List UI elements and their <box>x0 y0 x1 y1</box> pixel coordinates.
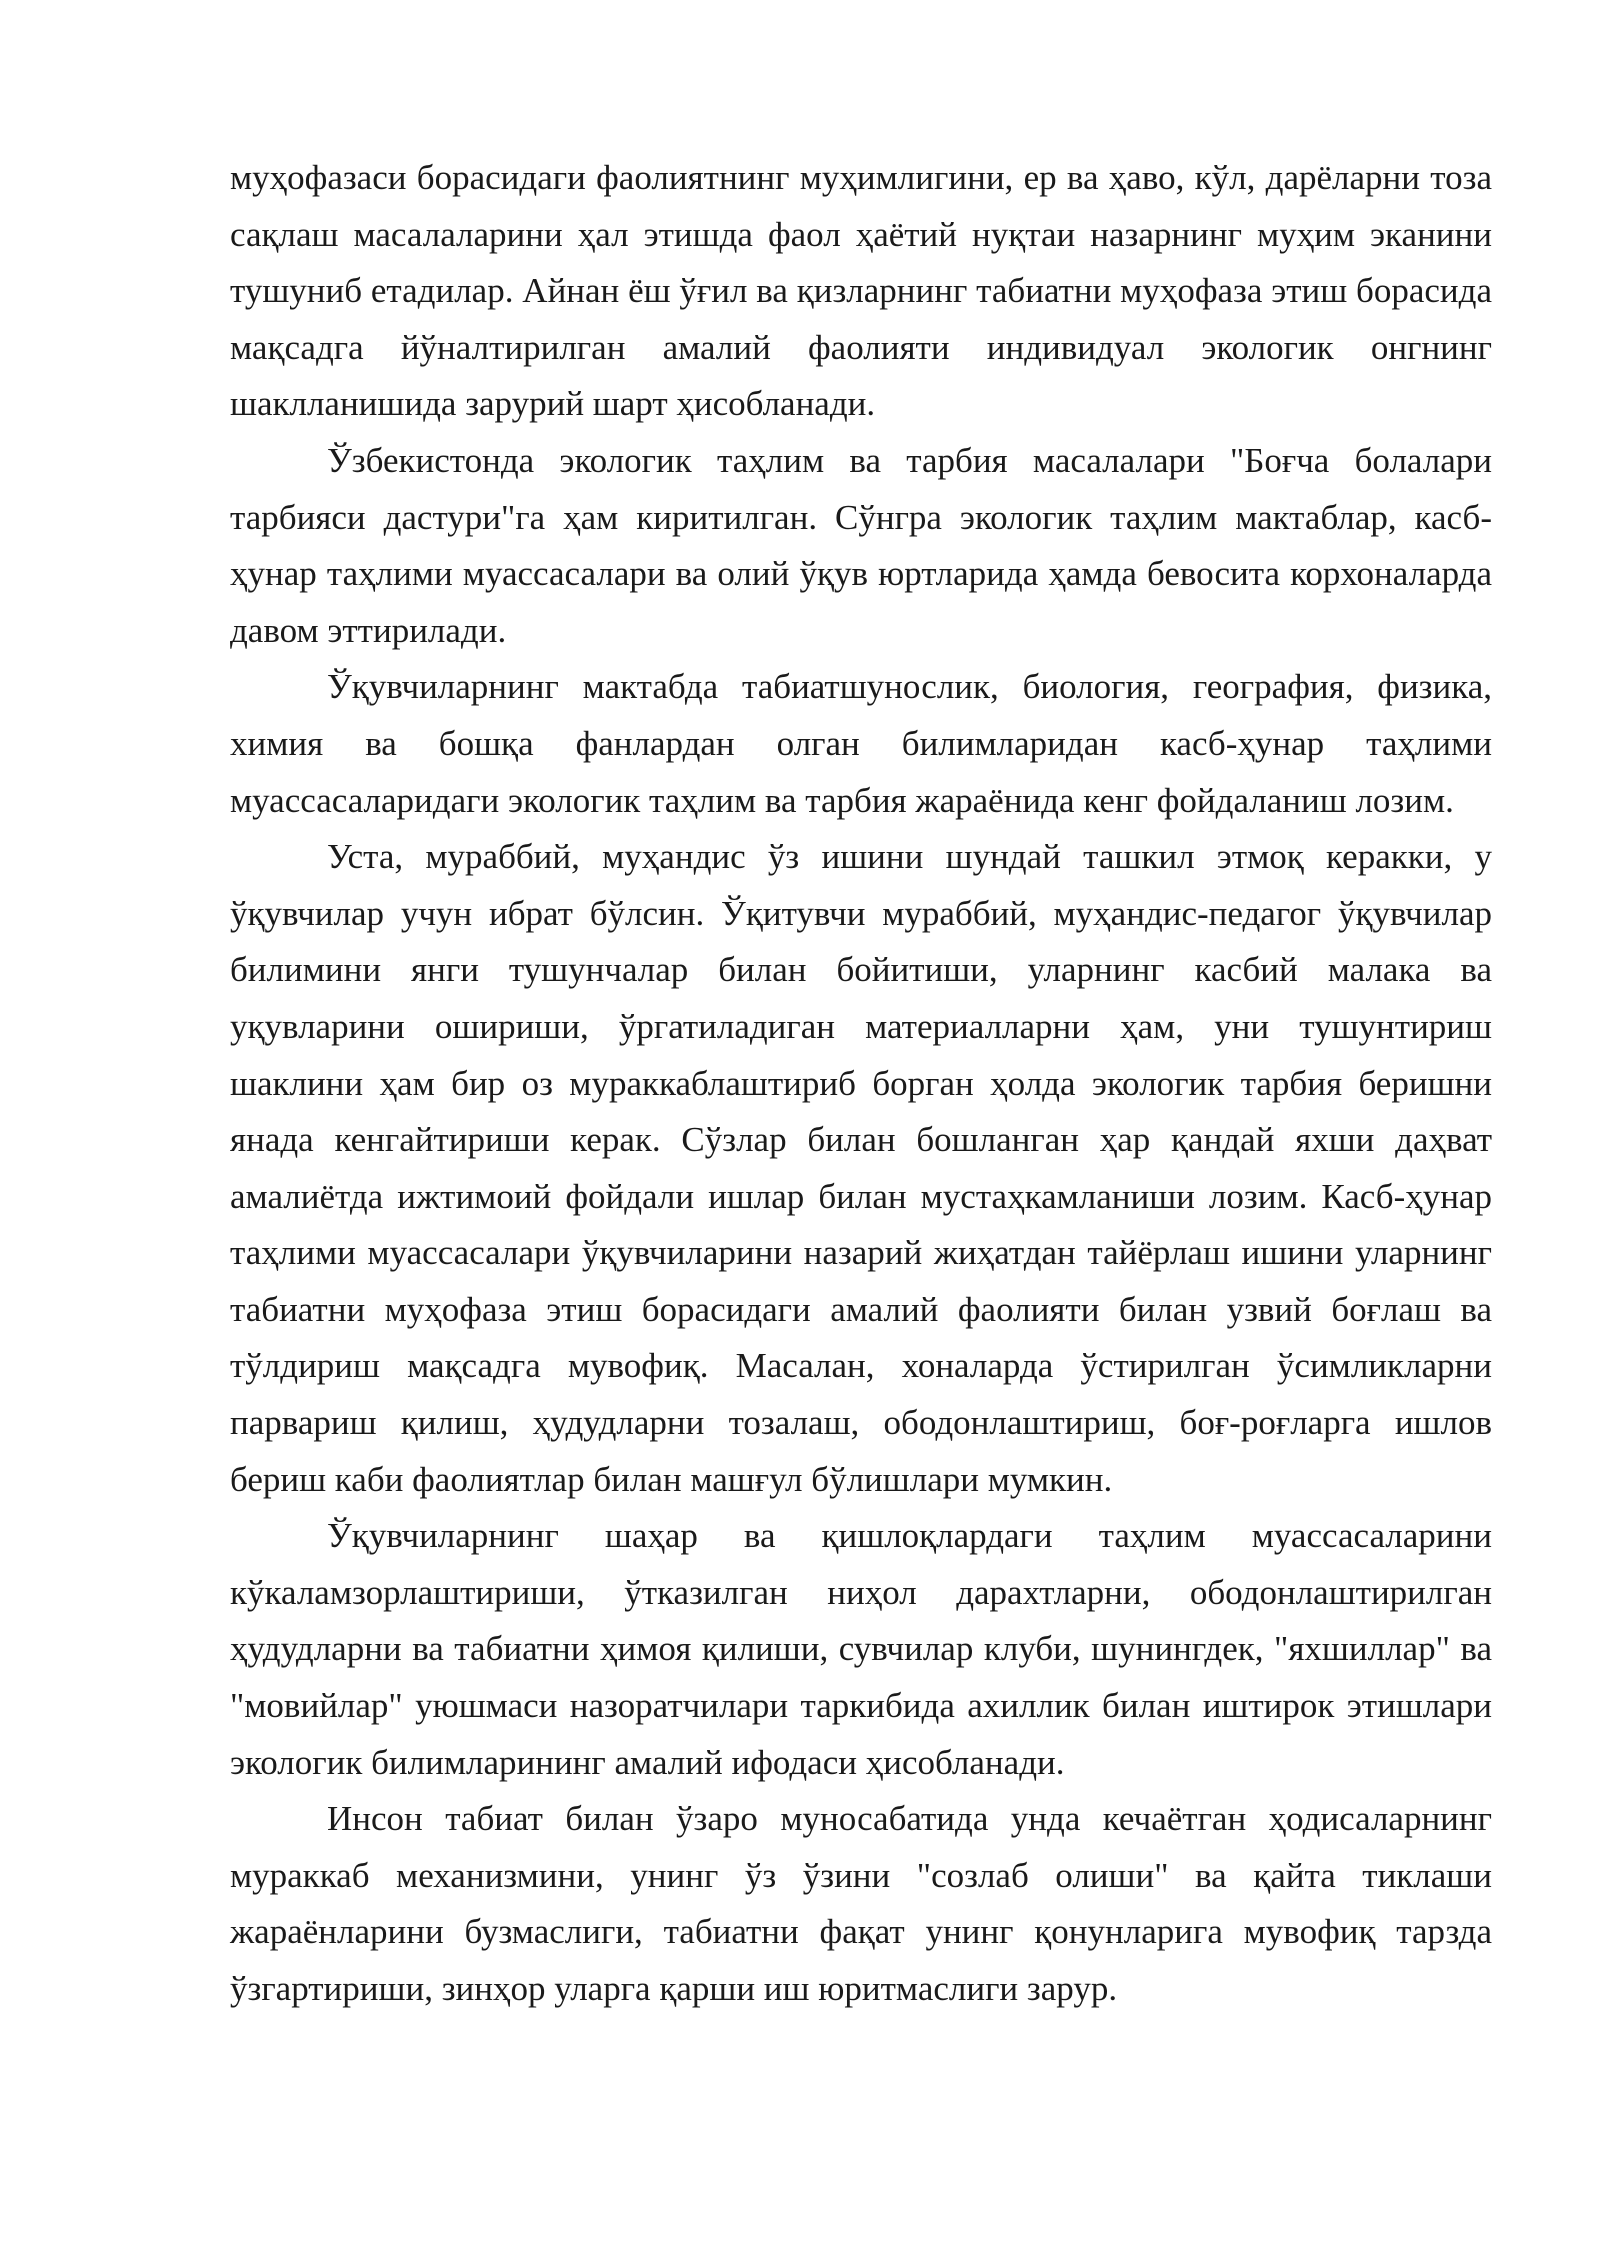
paragraph: Уста, мураббий, муҳандис ўз ишини шундай ташкил этмоқ керакки, у ўқувчилар учун ибрат бўлсин. Ўқитувчи мураббий, муҳандис-педагог ўқувчилар билимини янги тушунчалар билан бойитиши, уларнинг касбий малака ва уқувларини ошириши, ўргатиладиган материалларни ҳам, уни тушунтириш шаклини ҳам бир оз мураккаблаштириб борган ҳолда экологик тарбия беришни янада кенгайтириши керак. Сўзлар билан бошланган ҳар қандай яхши даҳват амалиётда ижтимоий фойдали ишлар билан мустаҳкамланиши лозим. Касб-ҳунар таҳлими муассасалари ўқувчиларини назарий жиҳатдан тайёрлаш ишини уларнинг табиатни муҳофаза этиш борасидаги амалий фаолияти билан узвий боғлаш ва тўлдириш мақсадга мувофиқ. Масалан, хоналарда ўстирилган ўсимликларни парвариш қилиш, ҳудудларни тозалаш, ободонлаштириш, боғ-роғларга ишлов бериш каби фаолиятлар билан машғул бўлишлари мумкин. <box>230 837 1492 1499</box>
document-body <box>230 150 1492 2018</box>
paragraph: Ўқувчиларнинг мактабда табиатшунослик, биология, география, физика, химия ва бошқа фанлардан олган билимларидан касб-ҳунар таҳлими муассасаларидаги экологик таҳлим ва тарбия жараёнида кенг фойдаланиш лозим. <box>230 667 1492 820</box>
paragraph: Ўқувчиларнинг шаҳар ва қишлоқлардаги таҳлим муассасаларини кўкаламзорлаштириши, ўтказилган ниҳол дарахтларни, ободонлаштирилган ҳудудларни ва табиатни ҳимоя қилиши, сувчилар клуби, шунингдек, "яхшиллар" ва "мовийлар" уюшмаси назоратчилари таркибида ахиллик билан иштирок этишлари экологик билимларининг амалий ифодаси ҳисобланади. <box>230 1516 1492 1782</box>
paragraph: Инсон табиат билан ўзаро муносабатида унда кечаётган ҳодисаларнинг мураккаб механизмини, унинг ўз ўзини "созлаб олиши" ва қайта тиклаши жараёнларини бузмаслиги, табиатни фақат унинг қонунларига мувофиқ тарзда ўзгартириши, зинҳор уларга қарши иш юритмаслиги зарур. <box>230 1799 1492 2008</box>
paragraph: Ўзбекистонда экологик таҳлим ва тарбия масалалари "Боғча болалари тарбияси дастури"га ҳам киритилган. Сўнгра экологик таҳлим мактаблар, касб-ҳунар таҳлими муассасалари ва олий ўқув юртларида ҳамда бевосита корхоналарда давом эттирилади. <box>230 440 1492 650</box>
paragraph: муҳофазаси борасидаги фаолиятнинг муҳимлигини, ер ва ҳаво, кўл, дарёларни тоза сақлаш масалаларини ҳал этишда фаол ҳаётий нуқтаи назарнинг муҳим эканини тушуниб етадилар. Айнан ёш ўғил ва қизларнинг табиатни муҳофаза этиш борасида мақсадга йўналтирилган амалий фаолияти индивидуал экологик онгнинг шаклланишида зарурий шарт ҳисобланади. <box>230 158 1492 424</box>
